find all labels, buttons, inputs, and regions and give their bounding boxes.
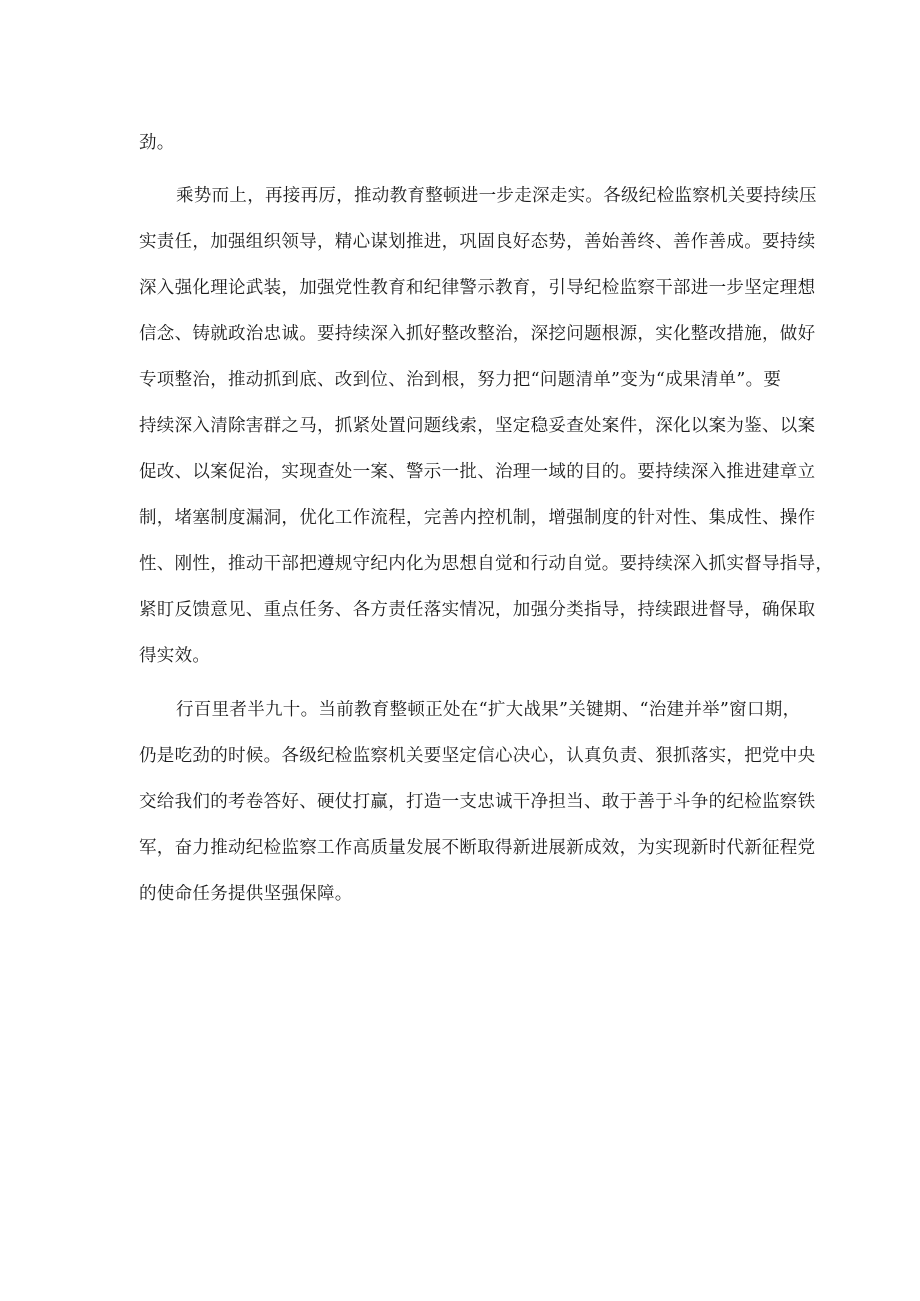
text-line: 深入强化理论武装，加强党性教育和纪律警示教育，引导纪检监察干部进一步坚定理想 xyxy=(139,278,816,298)
text-line: 促改、以案促治，实现查处一案、警示一批、治理一域的目的。要持续深入推进建章立 xyxy=(139,462,816,482)
text-line: 持续深入清除害群之马，抓紧处置问题线索，坚定稳妥查处案件，深化以案为鉴、以案 xyxy=(139,416,816,436)
text-line: 行百里者半九十。当前教育整顿正处在“扩大战果”关键期、“治建并举”窗口期， xyxy=(176,700,801,720)
text-line: 劲。 xyxy=(139,133,175,153)
text-line: 仍是吃劲的时候。各级纪检监察机关要坚定信心决心，认真负责、狠抓落实，把党中央 xyxy=(139,746,816,766)
text-line: 性、刚性，推动干部把遵规守纪内化为思想自觉和行动自觉。要持续深入抓实督导指导， xyxy=(139,554,834,574)
text-line: 紧盯反馈意见、重点任务、各方责任落实情况，加强分类指导，持续跟进督导，确保取 xyxy=(139,600,816,620)
text-line: 实责任，加强组织领导，精心谋划推进，巩固良好态势，善始善终、善作善成。要持续 xyxy=(139,232,816,252)
text-line: 乘势而上，再接再厉，推动教育整顿进一步走深走实。各级纪检监察机关要持续压 xyxy=(176,186,817,206)
text-line: 军，奋力推动纪检监察工作高质量发展不断取得新进展新成效，为实现新时代新征程党 xyxy=(139,838,816,858)
text-line: 得实效。 xyxy=(139,646,211,666)
text-line: 的使命任务提供坚强保障。 xyxy=(139,884,353,904)
text-line: 信念、铸就政治忠诚。要持续深入抓好整改整治，深挖问题根源，实化整改措施，做好 xyxy=(139,324,816,344)
text-line: 交给我们的考卷答好、硬仗打赢，打造一支忠诚干净担当、敢于善于斗争的纪检监察铁 xyxy=(139,792,816,812)
text-line: 专项整治，推动抓到底、改到位、治到根，努力把“问题清单”变为“成果清单”。要 xyxy=(139,370,782,390)
text-line: 制，堵塞制度漏洞，优化工作流程，完善内控机制，增强制度的针对性、集成性、操作 xyxy=(139,508,816,528)
